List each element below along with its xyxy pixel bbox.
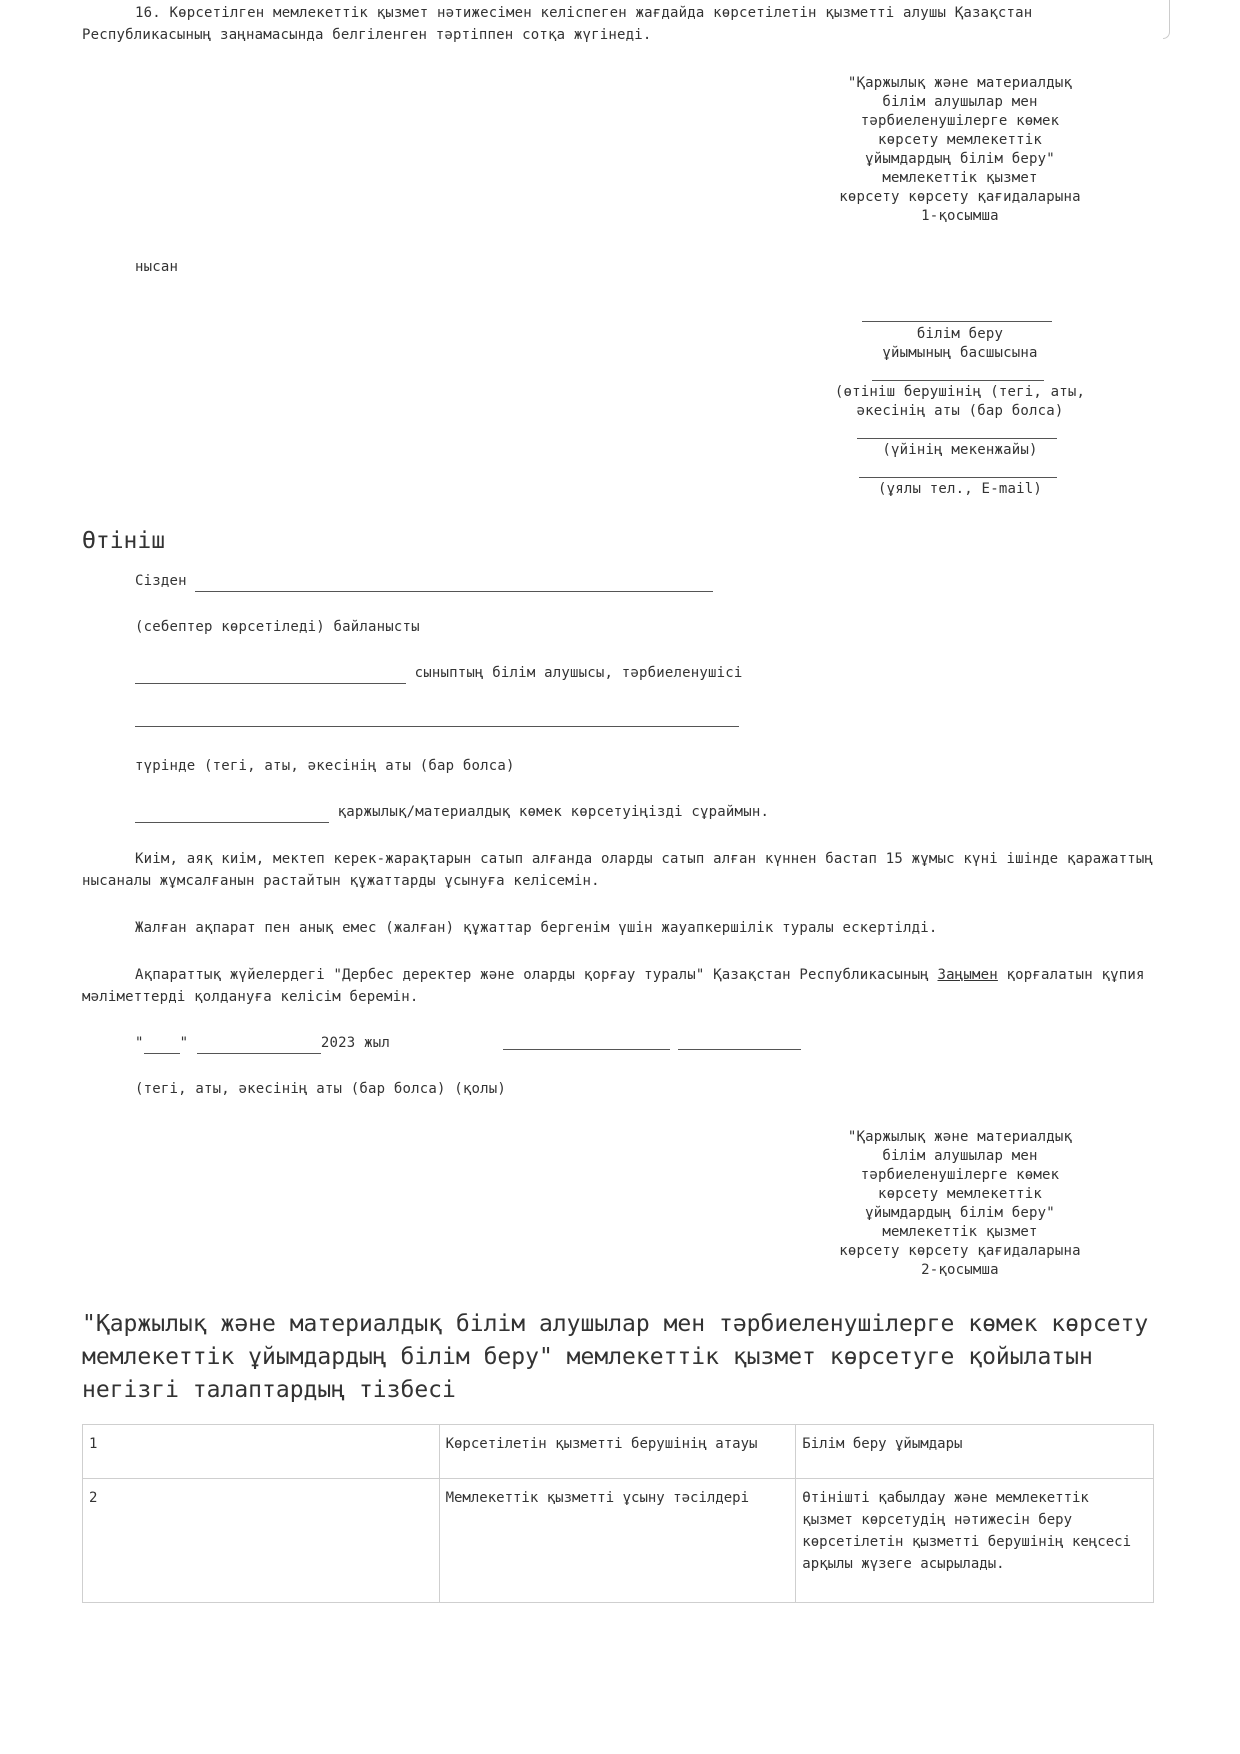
annex-2-line: ұйымдардың білім беру": [865, 1205, 1055, 1221]
addressee-head: [800, 325, 1120, 363]
row-number: 1: [83, 1425, 440, 1479]
row-number: 2: [83, 1479, 440, 1603]
signature-caption: (тегі, аты, әкесінің аты (бар болса) (қолы): [135, 1081, 507, 1097]
applicant-caption: [800, 383, 1120, 421]
annex-1-line: мемлекеттік қызмет: [882, 170, 1038, 186]
annex-1-line: 1-қосымша: [921, 208, 999, 224]
applicant-line: әкесінің аты (бар болса): [856, 403, 1064, 419]
address-caption: (үйінің мекенжайы): [882, 442, 1038, 458]
head-name-line: [862, 321, 1052, 322]
annex-1-note: [800, 74, 1120, 226]
form-label: нысан: [135, 259, 179, 275]
annex-1-line: көрсету мемлекеттік: [878, 132, 1042, 148]
annex-2-line: "Қаржылық және материалдық: [847, 1129, 1073, 1145]
application-heading: Өтініш: [82, 528, 166, 554]
annex-2-line: көрсету көрсету қағидаларына: [839, 1243, 1081, 1259]
clothes-paragraph: Киім, аяқ киім, мектеп керек-жарақтарын сатып алғанда оларды сатып алған күннен бастап 15 жұмыс күні ішінде қаражаттың нысаналы жұмсалғанын растайтын құжаттарды ұсынуға келісемін.: [82, 851, 1154, 889]
student-name-line: [135, 726, 739, 727]
applicant-name-line: [872, 380, 1044, 381]
annex-2-line: 2-қосымша: [921, 1262, 999, 1278]
class-fill-line: [135, 667, 406, 684]
class-student-text: сыныптың білім алушысы, тәрбиеленушісі: [414, 665, 743, 681]
reasons-text: (себептер көрсетіледі) байланысты: [135, 619, 420, 635]
signature-name-line: [503, 1049, 670, 1050]
request-row: [135, 801, 769, 823]
in-form-text: түрінде (тегі, аты, әкесінің аты (бар болса): [135, 758, 515, 774]
annex-1-line: "Қаржылық және материалдық: [847, 75, 1073, 91]
row-value: Өтінішті қабылдау және мемлекеттік қызмет көрсетудің нәтижесін беру көрсетілетін қызметті берушінің кеңсесі арқылы жүзеге асырылады.: [796, 1479, 1154, 1603]
table-row: [83, 1425, 1154, 1479]
month-fill-line: [197, 1037, 321, 1054]
annex-2-line: көрсету мемлекеттік: [878, 1186, 1042, 1202]
from-row: [135, 570, 713, 592]
addressee-line: білім беру: [916, 326, 1004, 342]
row-name: Көрсетілетін қызметті берушінің атауы: [439, 1425, 796, 1479]
phone-caption: (ұялы тел., E-mail): [878, 481, 1042, 497]
consent-text-after: қорғалатын құпия мәліметтерді қолдануға келісім беремін.: [82, 967, 1145, 1005]
addressee-line: ұйымының басшысына: [882, 345, 1038, 361]
requirements-title: "Қаржылық және материалдық білім алушылар мен тәрбиеленушілерге көмек көрсету мемлекеттік ұйымдардың білім беру" мемлекеттік қызмет көрсетуге қойылатын негізгі талаптардың тізбесі: [82, 1311, 1149, 1403]
row-value: Білім беру ұйымдары: [796, 1425, 1154, 1479]
consent-text-before: Ақпараттық жүйелердегі "Дербес деректер және оларды қорғау туралы" Қазақстан Республикасының: [135, 967, 929, 983]
signature-line: [678, 1049, 801, 1050]
request-text: қаржылық/материалдық көмек көрсетуіңізді сұраймын.: [337, 804, 770, 820]
day-fill-line: [144, 1037, 180, 1054]
from-fill-line: [195, 575, 713, 592]
table-row: [83, 1479, 1154, 1603]
annex-1-line: тәрбиеленушілерге көмек: [860, 113, 1060, 129]
annex-2-note: [800, 1128, 1120, 1280]
annex-2-line: тәрбиеленушілерге көмек: [860, 1167, 1060, 1183]
phone-line: [859, 477, 1057, 478]
annex-1-line: ұйымдардың білім беру": [865, 151, 1055, 167]
address-line: [857, 438, 1057, 439]
applicant-line: (өтініш берушінің (тегі, аты,: [834, 384, 1086, 400]
consent-paragraph: [82, 964, 1170, 1008]
date-quote-close: ": [179, 1035, 189, 1051]
annex-1-line: көрсету көрсету қағидаларына: [839, 189, 1081, 205]
row-name: Мемлекеттік қызметті ұсыну тәсілдері: [439, 1479, 796, 1603]
date-row: [135, 1032, 390, 1054]
year-text: 2023 жыл: [320, 1035, 390, 1051]
class-row: [135, 662, 743, 684]
amount-fill-line: [135, 806, 329, 823]
from-prefix: Сізден: [135, 573, 187, 589]
paragraph-16: 16. Көрсетілген мемлекеттік қызмет нәтижесімен келіспеген жағдайда көрсетілетін қызметті алушы Қазақстан Республикасының заңнамасында белгіленген тәртіппен сотқа жүгінеді.: [82, 5, 1033, 43]
warning-paragraph: Жалған ақпарат пен анық емес (жалған) құжаттар бергенім үшін жауапкершілік туралы ескертілді.: [135, 920, 938, 936]
law-link[interactable]: Заңымен: [937, 967, 998, 983]
annex-2-line: мемлекеттік қызмет: [882, 1224, 1038, 1240]
annex-1-line: білім алушылар мен: [882, 94, 1038, 110]
date-quote-open: ": [135, 1035, 144, 1051]
requirements-table: [82, 1424, 1154, 1603]
annex-2-line: білім алушылар мен: [882, 1148, 1038, 1164]
